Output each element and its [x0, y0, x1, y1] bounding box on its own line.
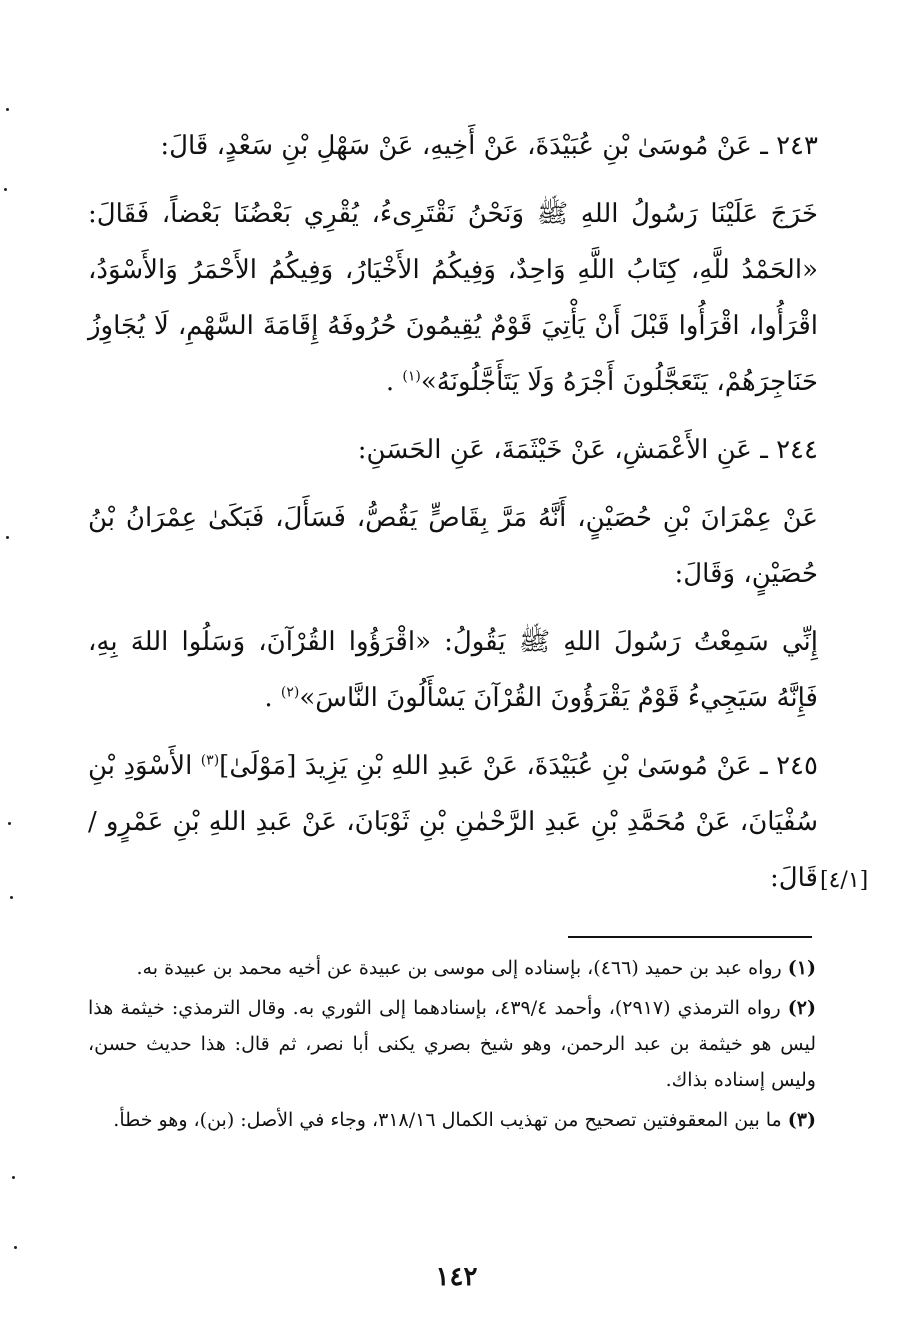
page-number: ١٤٢: [435, 1262, 478, 1292]
scan-speck: [12, 1176, 15, 1179]
footnote-3-number: (٣): [787, 1109, 816, 1131]
hadith-243-body-text: خَرَجَ عَلَيْنَا رَسُولُ اللهِ ﷺ وَنَحْنُ نَقْتَرِىءُ، يُقْرِي بَعْضُنَا بَعْضاً، فَقَالَ: «الحَمْدُ للَّهِ، كِتَابُ اللَّهِ وَاحِدٌ، وَفِيكُمُ الأَخْيَارُ، وَفِيكُمُ الأَحْمَرُ وَالأَسْوَدُ، اقْرَأُوا، اقْرَأُوا قَبْلَ أَنْ يَأْتِيَ قَوْمٌ يُقِيمُونَ حُرُوفَهُ إِقَامَةَ السَّهْمِ، لَا يُجَاوِزُ حَنَاجِرَهُمْ، يَتَعَجَّلُونَ أَجْرَهُ وَلَا يَتَأَجَّلُونَهُ»: [88, 199, 818, 397]
footnotes: [88, 950, 816, 1142]
footnote-2-number: (٢): [787, 997, 817, 1019]
hadith-244-body-2-text: إِنِّي سَمِعْتُ رَسُولَ اللهِ ﷺ يَقُولُ: «اقْرَؤُوا القُرْآنَ، وَسَلُوا اللهَ بِهِ، فَإِنَّهُ سَيَجِيءُ قَوْمٌ يَقْرَؤُونَ القُرْآنَ يَسْأَلُونَ النَّاسَ»: [88, 627, 818, 713]
hadith-243-heading: [88, 118, 818, 174]
scan-speck: [6, 536, 9, 539]
footnote-divider: [568, 936, 812, 938]
hadith-245-part-a: ٢٤٥ ـ عَنْ مُوسَىٰ بْنِ عُبَيْدَةَ، عَنْ عَبدِ اللهِ بْنِ يَزِيدَ [مَوْلَىٰ]: [219, 751, 818, 781]
hadith-245-part-b: الأَسْوَدِ بْنِ سُفْيَانَ، عَنْ مُحَمَّدِ بْنِ عَبدِ الرَّحْمٰنِ بْنِ ثَوْبَانَ، عَنْ عَبدِ اللهِ بْنِ عَمْرٍو / قَالَ:: [88, 751, 818, 893]
footnote-3: [88, 1102, 816, 1138]
hadith-244-heading-text: ٢٤٤ ـ عَنِ الأَعْمَشِ، عَنْ خَيْثَمَةَ، عَنِ الحَسَنِ:: [357, 435, 818, 465]
footnote-ref-1[interactable]: (١): [402, 368, 421, 385]
hadith-244-body-1-text: عَنْ عِمْرَانَ بْنِ حُصَيْنٍ، أَنَّهُ مَرَّ بِقَاصٍّ يَقُصُّ، فَسَأَلَ، فَبَكَىٰ عِمْرَانُ بْنُ حُصَيْنٍ، وَقَالَ:: [88, 503, 818, 589]
footnote-1-number: (١): [787, 957, 816, 979]
hadith-243-body: [88, 186, 818, 410]
hadith-245: [88, 738, 818, 906]
scan-speck: [6, 108, 9, 111]
main-text: [88, 118, 818, 906]
hadith-243-end: .: [385, 367, 403, 397]
footnote-ref-2[interactable]: (٢): [280, 684, 300, 701]
footnote-ref-3[interactable]: (٣): [200, 752, 220, 769]
footnote-2-text: رواه الترمذي (٢٩١٧)، وأحمد ٤٣٩/٤، بإسنادهما إلى الثوري به. وقال الترمذي: خيثمة هذا ليس هو خيثمة بن عبد الرحمن، وهو شيخ بصري يكنى أبا نصر، ثم قال: هذا حديث حسن، وليس إسناده بذاك.: [88, 997, 816, 1091]
scan-speck: [10, 896, 13, 899]
hadith-243-heading-text: ٢٤٣ ـ عَنْ مُوسَىٰ بْنِ عُبَيْدَةَ، عَنْ أَخِيهِ، عَنْ سَهْلِ بْنِ سَعْدٍ، قَالَ:: [160, 131, 818, 161]
manuscript-folio-note: [٤/١]: [820, 868, 869, 893]
scan-speck: [4, 188, 7, 191]
scan-speck: [8, 822, 11, 825]
footnote-1-text: رواه عبد بن حميد (٤٦٦)، بإسناده إلى موسى بن عبيدة عن أخيه محمد بن عبيدة به.: [136, 957, 782, 979]
hadith-244-heading: [88, 422, 818, 478]
footnote-1: [88, 950, 816, 986]
scan-speck: [14, 1246, 17, 1249]
hadith-244-body-2: [88, 614, 818, 726]
hadith-244-end: .: [264, 683, 281, 713]
footnote-3-text: ما بين المعقوفتين تصحيح من تهذيب الكمال ٣١٨/١٦، وجاء في الأصل: (بن)، وهو خطأ.: [113, 1109, 782, 1131]
footnote-2: [88, 990, 816, 1098]
hadith-244-body-1: [88, 490, 818, 602]
